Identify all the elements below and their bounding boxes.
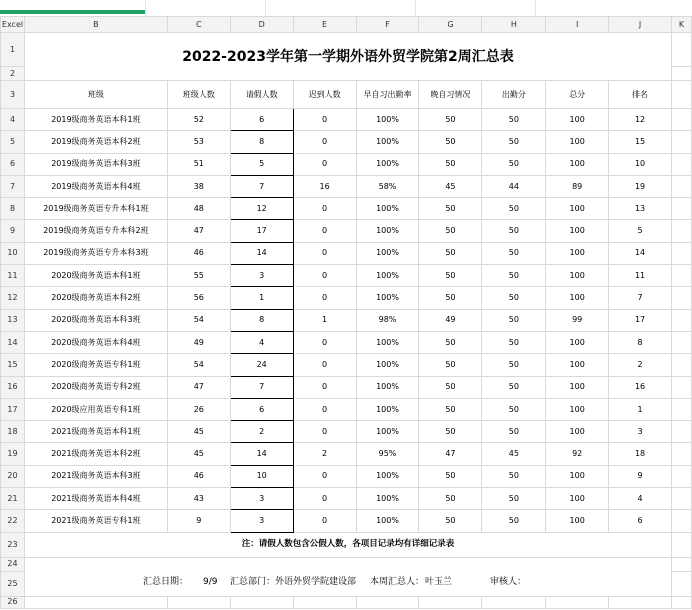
row-number[interactable]: 3 — [1, 81, 25, 109]
cell[interactable] — [230, 596, 293, 608]
person-label: 本周汇总人： — [369, 576, 424, 587]
row-number[interactable]: 2 — [1, 67, 25, 81]
class-name-cell[interactable]: 2021级商务英语本科4班 — [24, 488, 167, 510]
data-cell[interactable]: 50 — [482, 376, 546, 398]
note-row — [1, 532, 692, 557]
data-cell[interactable]: 52 — [167, 109, 230, 131]
data-cell[interactable]: 50 — [482, 131, 546, 153]
column-label[interactable]: 排名 — [609, 81, 672, 109]
table-row — [1, 109, 692, 131]
data-cell[interactable]: 100% — [356, 153, 419, 175]
class-name-cell[interactable]: 2020级商务英语本科4班 — [24, 331, 167, 353]
table-row — [1, 331, 692, 353]
class-name-cell[interactable]: 2020级应用英语专科1班 — [24, 398, 167, 420]
data-cell[interactable]: 100% — [356, 131, 419, 153]
data-cell[interactable]: 8 — [230, 309, 293, 331]
cell[interactable] — [671, 109, 691, 131]
cell[interactable] — [671, 398, 691, 420]
data-cell[interactable]: 12 — [609, 109, 672, 131]
data-cell[interactable]: 100% — [356, 488, 419, 510]
cell[interactable] — [671, 67, 691, 81]
class-name-cell[interactable]: 2020级商务英语专科1班 — [24, 354, 167, 376]
table-row — [1, 354, 692, 376]
row-number[interactable]: 17 — [1, 398, 25, 420]
table-row — [1, 220, 692, 242]
data-cell[interactable]: 50 — [419, 287, 482, 309]
cell[interactable] — [546, 596, 609, 608]
app-label[interactable]: Excel — [1, 17, 25, 33]
sheet-row — [1, 557, 692, 571]
data-cell[interactable]: 50 — [482, 354, 546, 376]
column-label[interactable]: 班级人数 — [167, 81, 230, 109]
table-row — [1, 376, 692, 398]
table-row — [1, 465, 692, 487]
column-label[interactable]: 出勤分 — [482, 81, 546, 109]
header-row — [1, 81, 692, 109]
col-header[interactable]: K — [671, 17, 691, 33]
data-cell[interactable]: 54 — [167, 309, 230, 331]
dept-label: 汇总部门： — [229, 576, 275, 587]
data-cell[interactable]: 0 — [293, 287, 356, 309]
cell[interactable] — [293, 596, 356, 608]
data-cell[interactable]: 49 — [167, 331, 230, 353]
data-cell[interactable]: 100% — [356, 510, 419, 532]
data-cell[interactable]: 58% — [356, 175, 419, 197]
table-row — [1, 510, 692, 532]
row-number[interactable]: 15 — [1, 354, 25, 376]
data-cell[interactable]: 100 — [546, 131, 609, 153]
cell[interactable] — [671, 131, 691, 153]
cell[interactable] — [671, 465, 691, 487]
column-label[interactable]: 晚自习情况 — [419, 81, 482, 109]
data-cell[interactable]: 99 — [546, 309, 609, 331]
row-number[interactable]: 6 — [1, 153, 25, 175]
data-cell[interactable]: 50 — [419, 488, 482, 510]
row-number[interactable]: 24 — [1, 557, 25, 571]
data-cell[interactable]: 50 — [419, 376, 482, 398]
data-cell[interactable]: 0 — [293, 198, 356, 220]
data-cell[interactable]: 50 — [419, 131, 482, 153]
cell[interactable] — [671, 596, 691, 608]
data-cell[interactable]: 50 — [419, 398, 482, 420]
cell[interactable] — [671, 242, 691, 264]
data-cell[interactable]: 100% — [356, 354, 419, 376]
data-cell[interactable]: 50 — [482, 153, 546, 175]
class-name-cell[interactable]: 2020级商务英语本科1班 — [24, 265, 167, 287]
table-row — [1, 287, 692, 309]
data-cell[interactable]: 50 — [482, 309, 546, 331]
row-number[interactable]: 10 — [1, 242, 25, 264]
data-cell[interactable]: 50 — [419, 242, 482, 264]
data-cell[interactable]: 100 — [546, 265, 609, 287]
cell[interactable] — [671, 220, 691, 242]
data-cell[interactable]: 6 — [609, 510, 672, 532]
data-cell[interactable]: 18 — [609, 443, 672, 465]
tab-slot[interactable] — [265, 0, 416, 16]
data-cell[interactable]: 51 — [167, 153, 230, 175]
data-cell[interactable]: 48 — [167, 198, 230, 220]
spreadsheet-grid — [0, 16, 692, 609]
data-cell[interactable]: 24 — [230, 354, 293, 376]
data-cell[interactable]: 100% — [356, 242, 419, 264]
data-cell[interactable]: 6 — [230, 398, 293, 420]
data-cell[interactable]: 47 — [419, 443, 482, 465]
data-cell[interactable]: 19 — [609, 175, 672, 197]
row-number[interactable]: 25 — [1, 571, 25, 596]
data-cell[interactable]: 50 — [482, 510, 546, 532]
data-cell[interactable]: 100% — [356, 265, 419, 287]
data-cell[interactable]: 0 — [293, 465, 356, 487]
data-cell[interactable]: 7 — [230, 376, 293, 398]
cell[interactable] — [482, 596, 546, 608]
cell[interactable] — [671, 532, 691, 557]
class-name-cell[interactable]: 2019级商务英语专升本科2班 — [24, 220, 167, 242]
cell[interactable] — [419, 596, 482, 608]
sheet-table — [0, 16, 692, 609]
data-cell[interactable]: 0 — [293, 510, 356, 532]
cell[interactable] — [671, 376, 691, 398]
data-cell[interactable]: 9 — [167, 510, 230, 532]
data-cell[interactable]: 0 — [293, 398, 356, 420]
table-row — [1, 242, 692, 264]
data-cell[interactable]: 50 — [419, 421, 482, 443]
data-cell[interactable]: 12 — [230, 198, 293, 220]
col-header[interactable]: F — [356, 17, 419, 33]
data-cell[interactable]: 3 — [230, 510, 293, 532]
data-cell[interactable]: 11 — [609, 265, 672, 287]
data-cell[interactable]: 100 — [546, 109, 609, 131]
data-cell[interactable]: 0 — [293, 331, 356, 353]
data-cell[interactable]: 100 — [546, 153, 609, 175]
reviewer-label: 审核人： — [489, 576, 526, 587]
note-cell[interactable]: 注：请假人数包含公假人数，各项目记录均有详细记录表 — [24, 532, 671, 557]
class-name-cell[interactable]: 2021级商务英语本科3班 — [24, 465, 167, 487]
class-name-cell[interactable]: 2021级商务英语本科1班 — [24, 421, 167, 443]
data-cell[interactable]: 0 — [293, 153, 356, 175]
class-name-cell[interactable]: 2021级商务英语本科2班 — [24, 443, 167, 465]
data-cell[interactable]: 92 — [546, 443, 609, 465]
table-row — [1, 131, 692, 153]
data-cell[interactable]: 100 — [546, 465, 609, 487]
data-cell[interactable]: 100% — [356, 109, 419, 131]
data-cell[interactable]: 44 — [482, 175, 546, 197]
data-cell[interactable]: 98% — [356, 309, 419, 331]
col-header[interactable]: J — [609, 17, 672, 33]
table-row — [1, 488, 692, 510]
data-cell[interactable]: 1 — [230, 287, 293, 309]
data-cell[interactable]: 46 — [167, 242, 230, 264]
sheet-title[interactable]: 2022-2023学年第一学期外语外贸学院第2周汇总表 — [24, 33, 671, 81]
data-cell[interactable]: 50 — [419, 510, 482, 532]
cell[interactable] — [671, 175, 691, 197]
tab-slot[interactable] — [415, 0, 536, 16]
cell[interactable] — [671, 421, 691, 443]
data-cell[interactable]: 3 — [230, 488, 293, 510]
col-header[interactable]: C — [167, 17, 230, 33]
data-cell[interactable]: 3 — [230, 265, 293, 287]
data-cell[interactable]: 47 — [167, 376, 230, 398]
data-cell[interactable]: 100% — [356, 220, 419, 242]
class-name-cell[interactable]: 2019级商务英语本科1班 — [24, 109, 167, 131]
data-cell[interactable]: 50 — [419, 153, 482, 175]
cell[interactable] — [671, 287, 691, 309]
data-cell[interactable]: 47 — [167, 220, 230, 242]
data-cell[interactable]: 100 — [546, 488, 609, 510]
row-number[interactable]: 9 — [1, 220, 25, 242]
data-cell[interactable]: 45 — [167, 443, 230, 465]
data-cell[interactable]: 50 — [482, 198, 546, 220]
data-cell[interactable]: 10 — [230, 465, 293, 487]
data-cell[interactable]: 100 — [546, 398, 609, 420]
row-number[interactable]: 22 — [1, 510, 25, 532]
cell[interactable] — [671, 331, 691, 353]
data-cell[interactable]: 50 — [419, 265, 482, 287]
data-cell[interactable]: 4 — [609, 488, 672, 510]
data-cell[interactable]: 50 — [482, 287, 546, 309]
date-label: 汇总日期： — [142, 576, 188, 587]
data-cell[interactable]: 8 — [230, 131, 293, 153]
class-name-cell[interactable]: 2019级商务英语专升本科1班 — [24, 198, 167, 220]
footer-line — [25, 574, 671, 596]
row-number[interactable]: 8 — [1, 198, 25, 220]
class-name-cell[interactable]: 2020级商务英语专科2班 — [24, 376, 167, 398]
cell[interactable] — [671, 309, 691, 331]
cell[interactable] — [671, 81, 691, 109]
col-header[interactable]: G — [419, 17, 482, 33]
row-number[interactable]: 23 — [1, 532, 25, 557]
cell[interactable] — [671, 571, 691, 596]
cell[interactable] — [167, 596, 230, 608]
data-cell[interactable]: 0 — [293, 488, 356, 510]
data-cell[interactable]: 50 — [482, 109, 546, 131]
data-cell[interactable]: 50 — [419, 465, 482, 487]
data-cell[interactable]: 13 — [609, 198, 672, 220]
data-cell[interactable]: 43 — [167, 488, 230, 510]
col-header[interactable]: B — [24, 17, 167, 33]
data-cell[interactable]: 5 — [609, 220, 672, 242]
data-cell[interactable]: 3 — [609, 421, 672, 443]
data-cell[interactable]: 7 — [230, 175, 293, 197]
data-cell[interactable]: 50 — [482, 465, 546, 487]
data-cell[interactable]: 0 — [293, 354, 356, 376]
data-cell[interactable]: 100 — [546, 376, 609, 398]
data-cell[interactable]: 50 — [482, 398, 546, 420]
sheet-row — [1, 596, 692, 608]
data-cell[interactable]: 45 — [482, 443, 546, 465]
data-cell[interactable]: 0 — [293, 220, 356, 242]
data-cell[interactable]: 56 — [167, 287, 230, 309]
data-cell[interactable]: 6 — [230, 109, 293, 131]
cell[interactable] — [671, 354, 691, 376]
data-cell[interactable]: 100 — [546, 421, 609, 443]
data-cell[interactable]: 100% — [356, 398, 419, 420]
cell[interactable] — [671, 265, 691, 287]
data-cell[interactable]: 0 — [293, 131, 356, 153]
column-label[interactable]: 班级 — [24, 81, 167, 109]
data-cell[interactable]: 49 — [419, 309, 482, 331]
data-cell[interactable]: 50 — [482, 421, 546, 443]
dept-value: 外语外贸学院建设部 — [274, 576, 356, 587]
data-cell[interactable]: 2 — [293, 443, 356, 465]
cell[interactable] — [609, 596, 672, 608]
table-row — [1, 175, 692, 197]
data-cell[interactable]: 100% — [356, 465, 419, 487]
data-cell[interactable]: 50 — [419, 331, 482, 353]
table-row — [1, 265, 692, 287]
class-name-cell[interactable]: 2019级商务英语本科4班 — [24, 175, 167, 197]
row-number[interactable]: 13 — [1, 309, 25, 331]
col-header[interactable]: E — [293, 17, 356, 33]
row-number[interactable]: 5 — [1, 131, 25, 153]
row-number[interactable]: 16 — [1, 376, 25, 398]
data-cell[interactable]: 5 — [230, 153, 293, 175]
class-name-cell[interactable]: 2019级商务英语本科3班 — [24, 153, 167, 175]
cell[interactable] — [24, 596, 167, 608]
table-row — [1, 421, 692, 443]
data-cell[interactable]: 10 — [609, 153, 672, 175]
data-cell[interactable]: 54 — [167, 354, 230, 376]
tab-strip — [0, 0, 692, 17]
active-tab-indicator — [0, 10, 145, 14]
data-cell[interactable]: 14 — [609, 242, 672, 264]
data-cell[interactable]: 100 — [546, 242, 609, 264]
column-label[interactable]: 总分 — [546, 81, 609, 109]
data-cell[interactable]: 100 — [546, 220, 609, 242]
col-header[interactable]: I — [546, 17, 609, 33]
table-row — [1, 398, 692, 420]
class-name-cell[interactable]: 2021级商务英语专科1班 — [24, 510, 167, 532]
data-cell[interactable]: 100% — [356, 376, 419, 398]
data-cell[interactable]: 100% — [356, 421, 419, 443]
row-number[interactable]: 4 — [1, 109, 25, 131]
data-cell[interactable]: 100% — [356, 198, 419, 220]
data-cell[interactable]: 50 — [482, 488, 546, 510]
data-cell[interactable]: 38 — [167, 175, 230, 197]
row-number[interactable]: 7 — [1, 175, 25, 197]
data-cell[interactable]: 0 — [293, 109, 356, 131]
data-cell[interactable]: 100 — [546, 331, 609, 353]
data-cell[interactable]: 14 — [230, 443, 293, 465]
cell[interactable] — [356, 596, 419, 608]
data-cell[interactable]: 55 — [167, 265, 230, 287]
data-cell[interactable]: 50 — [482, 242, 546, 264]
grid-body — [1, 17, 692, 609]
col-header[interactable]: H — [482, 17, 546, 33]
data-cell[interactable]: 16 — [609, 376, 672, 398]
row-number[interactable]: 18 — [1, 421, 25, 443]
row-number[interactable]: 11 — [1, 265, 25, 287]
data-cell[interactable]: 50 — [419, 220, 482, 242]
cell[interactable] — [671, 153, 691, 175]
data-cell[interactable]: 0 — [293, 242, 356, 264]
data-cell[interactable]: 26 — [167, 398, 230, 420]
table-row — [1, 309, 692, 331]
data-cell[interactable]: 9 — [609, 465, 672, 487]
class-name-cell[interactable]: 2020级商务英语本科2班 — [24, 287, 167, 309]
data-cell[interactable]: 100% — [356, 287, 419, 309]
title-row — [1, 33, 692, 67]
table-row — [1, 198, 692, 220]
row-number[interactable]: 26 — [1, 596, 25, 608]
data-cell[interactable]: 50 — [482, 220, 546, 242]
data-cell[interactable]: 2 — [230, 421, 293, 443]
data-cell[interactable]: 46 — [167, 465, 230, 487]
data-cell[interactable]: 50 — [482, 331, 546, 353]
data-cell[interactable]: 95% — [356, 443, 419, 465]
data-cell[interactable]: 100 — [546, 287, 609, 309]
date-value: 9/9 — [202, 576, 218, 587]
row-number[interactable]: 20 — [1, 465, 25, 487]
tab-slot[interactable] — [145, 0, 266, 16]
data-cell[interactable]: 53 — [167, 131, 230, 153]
cell[interactable] — [671, 198, 691, 220]
class-name-cell[interactable]: 2019级商务英语专升本科3班 — [24, 242, 167, 264]
data-cell[interactable]: 7 — [609, 287, 672, 309]
cell[interactable] — [671, 443, 691, 465]
column-label[interactable]: 请假人数 — [230, 81, 293, 109]
data-cell[interactable]: 100 — [546, 198, 609, 220]
data-cell[interactable]: 2 — [609, 354, 672, 376]
column-label[interactable]: 迟到人数 — [293, 81, 356, 109]
table-row — [1, 443, 692, 465]
data-cell[interactable]: 45 — [419, 175, 482, 197]
data-cell[interactable]: 89 — [546, 175, 609, 197]
column-label[interactable]: 早自习出勤率 — [356, 81, 419, 109]
data-cell[interactable]: 1 — [293, 309, 356, 331]
data-cell[interactable]: 45 — [167, 421, 230, 443]
data-cell[interactable]: 100 — [546, 354, 609, 376]
data-cell[interactable]: 50 — [419, 354, 482, 376]
column-header-row — [1, 17, 692, 33]
table-row — [1, 153, 692, 175]
class-name-cell[interactable]: 2019级商务英语本科2班 — [24, 131, 167, 153]
data-cell[interactable]: 1 — [609, 398, 672, 420]
data-cell[interactable]: 14 — [230, 242, 293, 264]
col-header[interactable]: D — [230, 17, 293, 33]
footer-cell[interactable] — [24, 557, 671, 596]
cell[interactable] — [671, 510, 691, 532]
data-cell[interactable]: 50 — [482, 265, 546, 287]
data-cell[interactable]: 100% — [356, 331, 419, 353]
data-cell[interactable]: 17 — [230, 220, 293, 242]
cell[interactable] — [671, 488, 691, 510]
cell[interactable] — [671, 33, 691, 67]
class-name-cell[interactable]: 2020级商务英语本科3班 — [24, 309, 167, 331]
data-cell[interactable]: 17 — [609, 309, 672, 331]
data-cell[interactable]: 100 — [546, 510, 609, 532]
row-number[interactable]: 21 — [1, 488, 25, 510]
data-cell[interactable]: 0 — [293, 376, 356, 398]
cell[interactable] — [671, 557, 691, 571]
data-cell[interactable]: 15 — [609, 131, 672, 153]
row-number[interactable]: 14 — [1, 331, 25, 353]
data-cell[interactable]: 50 — [419, 109, 482, 131]
row-number[interactable]: 19 — [1, 443, 25, 465]
data-cell[interactable]: 50 — [419, 198, 482, 220]
person-value: 叶玉兰 — [424, 576, 452, 587]
tab-slot[interactable] — [535, 0, 692, 16]
row-number[interactable]: 1 — [1, 33, 25, 67]
data-cell[interactable]: 4 — [230, 331, 293, 353]
row-number[interactable]: 12 — [1, 287, 25, 309]
data-cell[interactable]: 0 — [293, 421, 356, 443]
data-cell[interactable]: 8 — [609, 331, 672, 353]
data-cell[interactable]: 0 — [293, 265, 356, 287]
data-cell[interactable]: 16 — [293, 175, 356, 197]
